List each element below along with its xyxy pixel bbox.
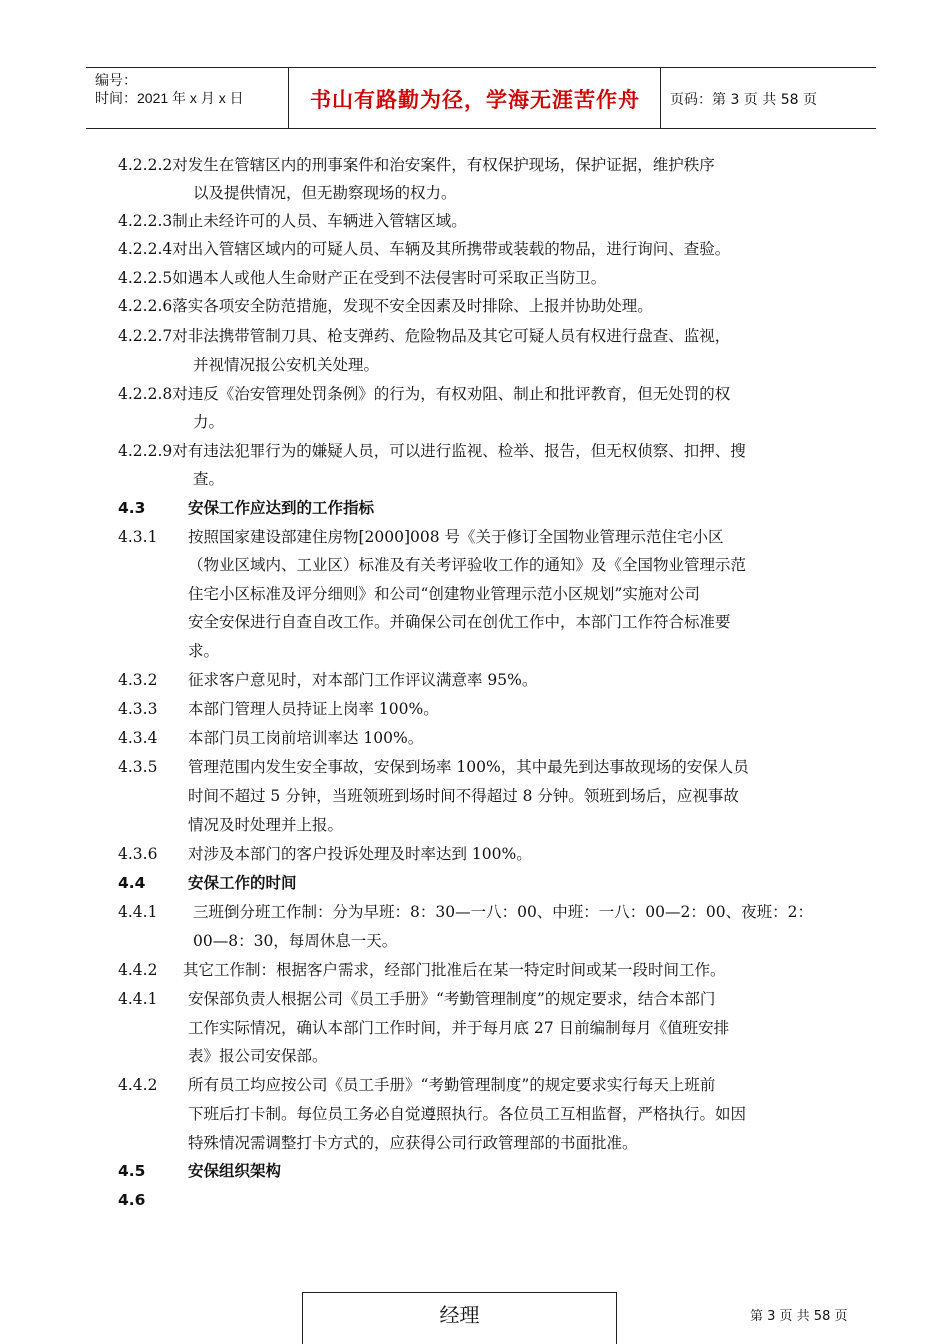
- item-text: 管理范围内发生安全事故，安保到场率 100%，其中最先到达事故现场的安保人员: [188, 758, 749, 776]
- item-continuation: （物业区域内、工业区）标准及有关考评验收工作的通知》及《全国物业管理示范: [188, 556, 747, 574]
- section-title: 安保组织架构: [188, 1162, 282, 1180]
- item-continuation: 住宅小区标准及评分细则》和公司“创建物业管理示范小区规划”实施对公司: [188, 585, 700, 603]
- header-line-bottom: [86, 128, 876, 129]
- item-continuation: 00—8：30，每周休息一天。: [193, 932, 398, 950]
- list-item: [118, 844, 532, 864]
- footer-page-info: 第 3 页 共 58 页: [750, 1309, 848, 1324]
- item-number: 4.3.4: [118, 729, 158, 747]
- item-text: 对非法携带管制刀具、枪支弹药、危险物品及其它可疑人员有权进行盘查、监视，: [172, 327, 731, 345]
- list-item: [118, 326, 730, 346]
- item-text: 安保部负责人根据公司《员工手册》“考勤管理制度”的规定要求，结合本部门: [188, 990, 716, 1008]
- item-continuation: 表》报公司安保部。: [188, 1047, 328, 1065]
- list-item: [118, 441, 746, 461]
- item-text: 三班倒分班工作制：分为早班：8：30—一八：00、中班：一八：00—2：00、夜班：2：: [193, 903, 813, 921]
- item-number: 4.4.2: [118, 1076, 158, 1094]
- item-number: 4.2.2.9: [118, 442, 173, 460]
- header-motto: 书山有路勤为径，学海无涯苦作舟: [310, 88, 640, 112]
- list-item: [118, 670, 537, 690]
- item-text: 对涉及本部门的客户投诉处理及时率达到 100%。: [188, 845, 532, 863]
- item-text: 本部门管理人员持证上岗率 100%。: [188, 700, 439, 718]
- list-item: [118, 902, 813, 922]
- section-heading: [118, 1161, 281, 1181]
- item-text: 按照国家建设部建住房物[2000]008 号《关于修订全国物业管理示范住宅小区: [188, 528, 724, 546]
- item-number: 4.2.2.8: [118, 385, 173, 403]
- org-chart-manager-box: [302, 1292, 617, 1344]
- header-line-top: [86, 67, 876, 68]
- item-text: 征求客户意见时，对本部门工作评议满意率 95%。: [188, 671, 538, 689]
- item-text: 对发生在管辖区内的刑事案件和治安案件，有权保护现场，保护证据，维护秩序: [172, 156, 715, 174]
- list-item: [118, 1075, 715, 1095]
- org-box-label: 经理: [439, 1303, 480, 1327]
- item-text: 其它工作制：根据客户需求，经部门批准后在某一特定时间或某一段时间工作。: [183, 961, 726, 979]
- list-item: [118, 211, 467, 231]
- item-number: 4.3.1: [118, 528, 158, 546]
- section-heading: [118, 1190, 145, 1210]
- item-number: 4.2.2.2: [118, 156, 173, 174]
- section-heading: [118, 873, 297, 893]
- section-number: 4.4: [118, 874, 146, 892]
- list-item: [118, 699, 439, 719]
- item-text: 对违反《治安管理处罚条例》的行为，有权劝阻、制止和批评教育，但无处罚的权: [172, 385, 731, 403]
- item-continuation: 力。: [193, 413, 225, 431]
- item-text: 对有违法犯罪行为的嫌疑人员，可以进行监视、检举、报告，但无权侦察、扣押、搜: [172, 442, 746, 460]
- header-divider: [288, 67, 289, 128]
- list-item: [118, 728, 423, 748]
- section-heading: [118, 498, 374, 518]
- item-number: 4.2.2.6: [118, 297, 173, 315]
- list-item: [118, 155, 715, 175]
- item-number: 4.4.2: [118, 961, 158, 979]
- item-number: 4.2.2.3: [118, 212, 173, 230]
- item-number: 4.4.1: [118, 903, 158, 921]
- list-item: [118, 239, 730, 259]
- section-number: 4.5: [118, 1162, 146, 1180]
- item-text: 所有员工均应按公司《员工手册》“考勤管理制度”的规定要求实行每天上班前: [188, 1076, 716, 1094]
- item-number: 4.3.6: [118, 845, 158, 863]
- item-continuation: 工作实际情况，确认本部门工作时间，并于每月底 27 日前编制每月《值班安排: [188, 1019, 730, 1037]
- item-continuation: 特殊情况需调整打卡方式的，应获得公司行政管理部的书面批准。: [188, 1134, 638, 1152]
- list-item: [118, 960, 726, 980]
- item-text: 如遇本人或他人生命财产正在受到不法侵害时可采取正当防卫。: [172, 269, 607, 287]
- header-divider: [660, 67, 661, 128]
- serial-label: 编号：: [95, 72, 137, 88]
- header-page-info: 页码：第 3 页 共 58 页: [670, 92, 817, 108]
- item-text: 对出入管辖区域内的可疑人员、车辆及其所携带或装载的物品，进行询问、查验。: [172, 240, 731, 258]
- item-number: 4.3.3: [118, 700, 158, 718]
- item-continuation: 时间不超过 5 分钟，当班领班到场时间不得超过 8 分钟。领班到场后，应视事故: [188, 787, 739, 805]
- section-title: 安保工作的时间: [188, 874, 297, 892]
- item-continuation: 以及提供情况，但无勘察现场的权力。: [193, 184, 457, 202]
- item-continuation: 查。: [193, 470, 225, 488]
- list-item: [118, 757, 749, 777]
- item-continuation: 求。: [188, 642, 220, 660]
- list-item: [118, 989, 715, 1009]
- item-number: 4.3.2: [118, 671, 158, 689]
- section-number: 4.3: [118, 499, 146, 517]
- item-number: 4.4.1: [118, 990, 158, 1008]
- list-item: [118, 268, 606, 288]
- time-label: 时间：2021 年 x 月 x 日: [95, 90, 244, 106]
- item-continuation: 下班后打卡制。每位员工务必自觉遵照执行。各位员工互相监督，严格执行。如因: [188, 1105, 747, 1123]
- item-continuation: 并视情况报公安机关处理。: [193, 356, 380, 374]
- header-meta: [95, 71, 285, 107]
- item-number: 4.2.2.5: [118, 269, 173, 287]
- item-number: 4.2.2.7: [118, 327, 173, 345]
- section-title: 安保工作应达到的工作指标: [188, 499, 375, 517]
- list-item: [118, 384, 730, 404]
- item-number: 4.3.5: [118, 758, 158, 776]
- item-text: 本部门员工岗前培训率达 100%。: [188, 729, 424, 747]
- list-item: [118, 296, 653, 316]
- item-continuation: 安全安保进行自查自改工作。并确保公司在创优工作中，本部门工作符合标准要: [188, 613, 731, 631]
- item-text: 制止未经许可的人员、车辆进入管辖区域。: [172, 212, 467, 230]
- section-number: 4.6: [118, 1191, 146, 1209]
- item-text: 落实各项安全防范措施，发现不安全因素及时排除、上报并协助处理。: [172, 297, 653, 315]
- item-number: 4.2.2.4: [118, 240, 173, 258]
- item-continuation: 情况及时处理并上报。: [188, 816, 344, 834]
- list-item: [118, 527, 724, 547]
